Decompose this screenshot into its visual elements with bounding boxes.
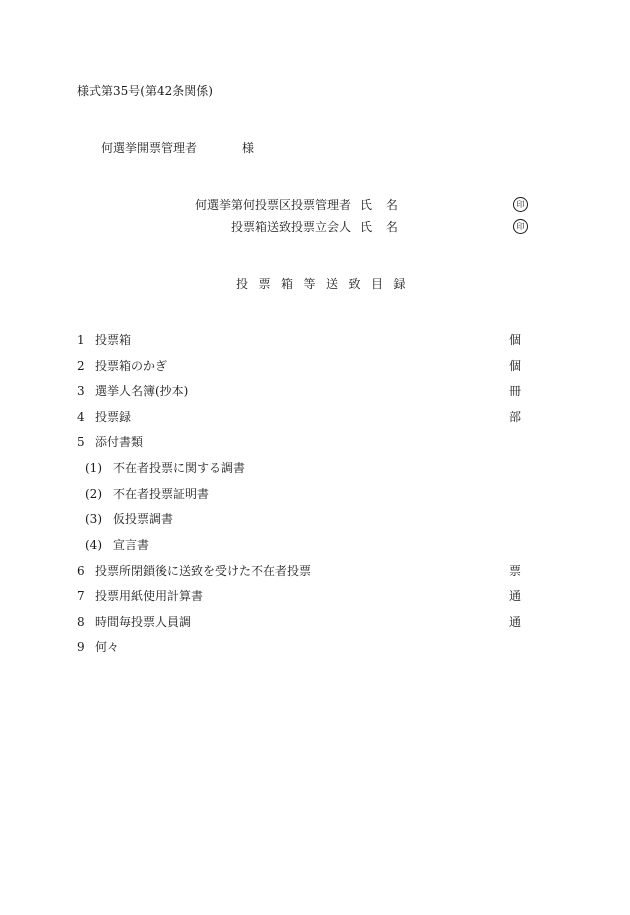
sub-item-number: (3) bbox=[85, 512, 102, 526]
sub-item-row bbox=[0, 538, 630, 552]
item-unit: 通 bbox=[509, 615, 522, 629]
sender-2-role: 投票箱送致投票立会人 bbox=[231, 220, 352, 234]
item-row bbox=[0, 410, 630, 424]
sub-item-row bbox=[0, 487, 630, 501]
item-row bbox=[0, 359, 630, 373]
sub-item-number: (2) bbox=[85, 487, 102, 501]
item-label: 選挙人名簿(抄本) bbox=[95, 384, 189, 398]
sub-item-label: 宣言書 bbox=[113, 538, 150, 552]
item-number: 8 bbox=[77, 615, 85, 629]
item-row bbox=[0, 615, 630, 629]
item-number: 4 bbox=[77, 410, 85, 424]
sender-1-role: 何選挙第何投票区投票管理者 bbox=[195, 198, 352, 212]
item-number: 2 bbox=[77, 359, 85, 373]
item-unit: 通 bbox=[509, 589, 522, 603]
sender-1-name-label: 氏 名 bbox=[360, 198, 398, 212]
item-unit: 個 bbox=[509, 359, 522, 373]
item-number: 7 bbox=[77, 589, 85, 603]
form-number: 様式第35号(第42条関係) bbox=[77, 84, 213, 98]
item-unit: 冊 bbox=[509, 384, 522, 398]
item-number: 5 bbox=[77, 435, 85, 449]
item-label: 投票用紙使用計算書 bbox=[95, 589, 204, 603]
item-label: 時間毎投票人員調 bbox=[95, 615, 192, 629]
item-row bbox=[0, 333, 630, 347]
item-label: 投票所閉鎖後に送致を受けた不在者投票 bbox=[95, 564, 312, 578]
item-row bbox=[0, 640, 630, 654]
seal-2-icon: 印 bbox=[513, 219, 528, 234]
item-row bbox=[0, 564, 630, 578]
item-number: 6 bbox=[77, 564, 85, 578]
item-unit: 部 bbox=[509, 410, 522, 424]
item-unit: 個 bbox=[509, 333, 522, 347]
item-unit: 票 bbox=[509, 564, 522, 578]
sub-item-number: (4) bbox=[85, 538, 102, 552]
item-label: 何々 bbox=[95, 640, 120, 654]
item-number: 1 bbox=[77, 333, 85, 347]
addressee-honorific: 様 bbox=[242, 141, 255, 155]
sub-item-row bbox=[0, 512, 630, 526]
item-label: 投票録 bbox=[95, 410, 132, 424]
item-row bbox=[0, 435, 630, 449]
item-label: 投票箱 bbox=[95, 333, 132, 347]
sub-item-label: 不在者投票に関する調書 bbox=[113, 461, 246, 475]
item-number: 9 bbox=[77, 640, 85, 654]
item-row bbox=[0, 384, 630, 398]
item-label: 投票箱のかぎ bbox=[95, 359, 168, 373]
sender-2-name-label: 氏 名 bbox=[360, 220, 398, 234]
seal-1-icon: 印 bbox=[513, 197, 528, 212]
item-label: 添付書類 bbox=[95, 435, 144, 449]
item-row bbox=[0, 589, 630, 603]
sub-item-label: 不在者投票証明書 bbox=[113, 487, 210, 501]
sub-item-label: 仮投票調書 bbox=[113, 512, 174, 526]
addressee-name: 何選挙開票管理者 bbox=[101, 141, 198, 155]
sub-item-number: (1) bbox=[85, 461, 102, 475]
document-title: 投票箱等送致目録 bbox=[236, 277, 417, 291]
item-number: 3 bbox=[77, 384, 85, 398]
sub-item-row bbox=[0, 461, 630, 475]
